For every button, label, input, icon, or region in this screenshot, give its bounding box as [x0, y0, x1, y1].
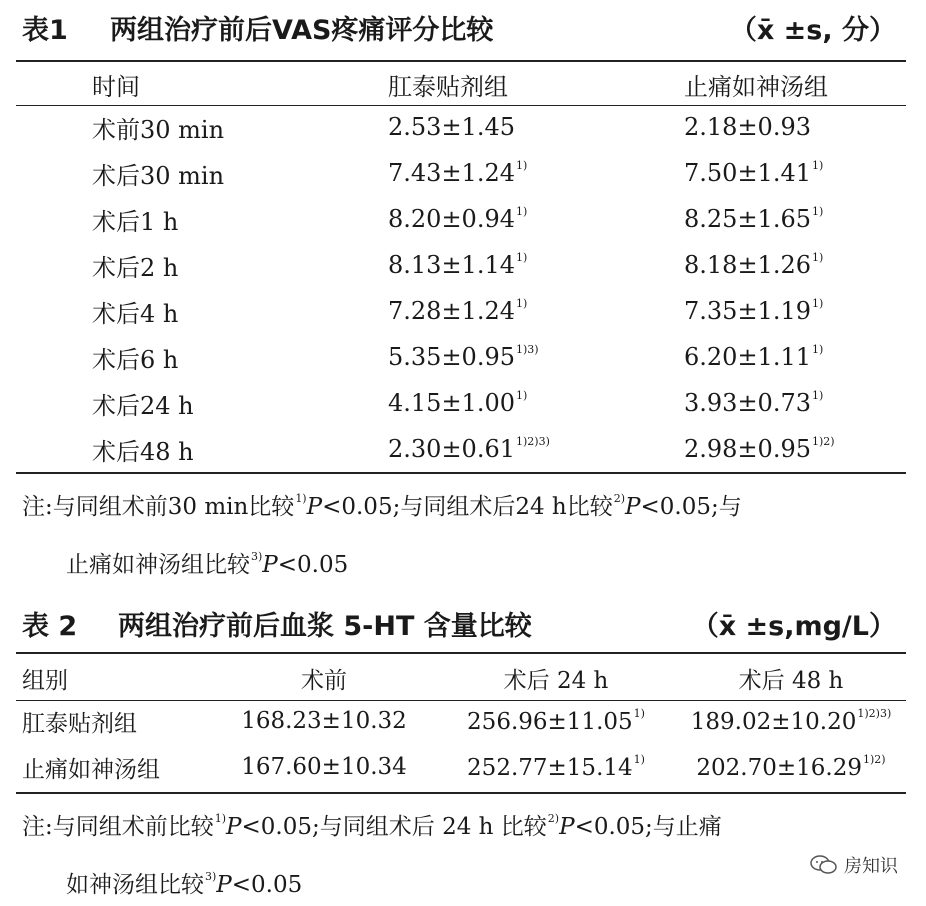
- table1-cell-group-a: [388, 334, 684, 380]
- table2-header-rule: [16, 700, 906, 701]
- table1-note-p: P: [262, 552, 278, 578]
- table1-cell-time: [92, 150, 388, 196]
- table2-header-row: [22, 658, 906, 698]
- table1-number: 表1: [22, 15, 68, 46]
- table1-cell-group-a-sup: 1): [515, 389, 528, 402]
- table1-cell-group-b-sup: 1): [811, 343, 824, 356]
- table1-note-text: 注:与同组术前30 min比较: [22, 494, 295, 520]
- watermark-text: 房知识: [844, 856, 898, 877]
- table1-cell-group-b: [684, 334, 914, 380]
- table1-cell-group-a-value: 7.28±1.24: [388, 297, 515, 325]
- table2-header-24h: 术后 24 h: [503, 667, 609, 694]
- table1-note-text: 止痛如神汤组比较: [66, 552, 250, 578]
- table1-cell-time-value: 术前30 min: [92, 115, 225, 144]
- table2-cell-48h: [676, 698, 906, 744]
- table2-cell-group-value: 肛泰贴剂组: [22, 710, 137, 737]
- table1-cell-group-a-sup: 1)2)3): [515, 435, 550, 448]
- table1-header-rule: [16, 105, 906, 106]
- table1-cell-group-a-value: 2.30±0.61: [388, 435, 515, 463]
- table1-cell-time: [92, 380, 388, 426]
- table2-unit: （x̄ ±s,mg/L）: [691, 611, 896, 642]
- table1-cell-group-b-value: 2.98±0.95: [684, 435, 811, 463]
- table1-bottom-rule: [16, 472, 906, 474]
- table1-cell-group-a-value: 2.53±1.45: [388, 113, 515, 141]
- table1-cell-group-b-value: 8.18±1.26: [684, 251, 811, 279]
- table2: [22, 658, 906, 790]
- table2-header-group: 组别: [22, 667, 68, 694]
- table1-row: [92, 242, 914, 288]
- table1-cell-group-b: [684, 380, 914, 426]
- table2-cell-24h: [436, 698, 676, 744]
- table1: [92, 64, 914, 472]
- table1-unit: （x̄ ±s, 分）: [729, 15, 896, 46]
- table2-header-48h: 术后 48 h: [738, 667, 844, 694]
- table1-note-line2: [66, 546, 348, 579]
- table1-cell-group-a-value: 8.20±0.94: [388, 205, 515, 233]
- table1-cell-group-b-sup: 1): [811, 251, 824, 264]
- table2-cell-24h: [436, 744, 676, 790]
- table2-cell-48h: [676, 744, 906, 790]
- table2-note-p: P: [216, 872, 232, 898]
- table1-cell-time-value: 术后6 h: [92, 345, 179, 374]
- table1-cell-group-a-sup: 1)3): [515, 343, 539, 356]
- table1-note-sup: 1): [295, 492, 307, 505]
- table2-note-text: <0.05: [231, 872, 303, 898]
- table2-cell-pre-value: 167.60±10.34: [241, 754, 407, 780]
- table1-cell-group-a-sup: 1): [515, 251, 528, 264]
- table1-note-sup: 2): [613, 492, 626, 505]
- table2-cell-24h-sup: 1): [633, 753, 645, 766]
- table1-cell-time-value: 术后4 h: [92, 299, 179, 328]
- table1-cell-time: [92, 196, 388, 242]
- table2-cell-pre: [212, 698, 436, 744]
- table1-title-row: [22, 8, 896, 48]
- table2-cell-48h-value: 202.70±16.29: [696, 755, 862, 781]
- table1-cell-time: [92, 242, 388, 288]
- table2-note-sup: 2): [547, 812, 560, 825]
- table2-note-text: <0.05;与止痛: [574, 814, 722, 840]
- table2-note-text: <0.05;与同组术后 24 h 比较: [241, 814, 547, 840]
- table1-cell-group-a: [388, 104, 684, 150]
- table1-cell-group-b-value: 7.50±1.41: [684, 159, 811, 187]
- table1-cell-group-a: [388, 196, 684, 242]
- table2-note-sup: 1): [214, 812, 227, 825]
- table1-cell-time: [92, 426, 388, 472]
- table2-cell-48h-sup: 1)2)3): [857, 707, 892, 720]
- table2-cell-48h-value: 189.02±10.20: [690, 709, 857, 735]
- table1-cell-group-a: [388, 150, 684, 196]
- table1-header-group-b: 止痛如神汤组: [684, 72, 828, 101]
- table2-title-row: [22, 604, 896, 644]
- table1-cell-time: [92, 288, 388, 334]
- table1-note-text: <0.05: [277, 552, 349, 578]
- table1-cell-time-value: 术后24 h: [92, 391, 194, 420]
- table1-title: 两组治疗前后VAS疼痛评分比较: [110, 15, 494, 46]
- table1-note-text: <0.05;与同组术后24 h比较: [322, 494, 613, 520]
- table1-cell-group-b: [684, 104, 914, 150]
- table1-row: [92, 196, 914, 242]
- table1-cell-time: [92, 334, 388, 380]
- table1-cell-group-b-sup: 1): [811, 389, 824, 402]
- table1-header-row: [92, 64, 914, 104]
- table2-note-p: P: [559, 814, 575, 840]
- table1-cell-group-b-sup: 1): [811, 159, 824, 172]
- table1-note-text: <0.05;与: [640, 494, 742, 520]
- table1-cell-group-b-sup: 1)2): [811, 435, 835, 448]
- table1-cell-group-a-value: 7.43±1.24: [388, 159, 515, 187]
- table1-row: [92, 426, 914, 472]
- table1-cell-group-a-sup: 1): [515, 297, 528, 310]
- table1-cell-group-a: [388, 288, 684, 334]
- table1-cell-group-b: [684, 242, 914, 288]
- table1-cell-time-value: 术后2 h: [92, 253, 179, 282]
- table1-cell-group-a-sup: 1): [515, 205, 528, 218]
- table1-row: [92, 104, 914, 150]
- table2-cell-group-value: 止痛如神汤组: [22, 756, 160, 783]
- table1-note-sup: 3): [251, 550, 263, 563]
- table2-cell-24h-value: 252.77±15.14: [467, 755, 633, 781]
- table1-cell-group-a: [388, 242, 684, 288]
- table2-cell-24h-value: 256.96±11.05: [467, 709, 633, 735]
- table1-cell-group-b: [684, 288, 914, 334]
- table1-cell-group-a-value: 5.35±0.95: [388, 343, 515, 371]
- table1-cell-group-b: [684, 150, 914, 196]
- table1-header-group-a: 肛泰贴剂组: [388, 72, 508, 101]
- table2-cell-48h-sup: 1)2): [863, 753, 886, 766]
- table1-cell-group-a: [388, 380, 684, 426]
- table1-cell-group-a-value: 4.15±1.00: [388, 389, 515, 417]
- table2-note-line2: [66, 866, 302, 899]
- table1-cell-group-b-value: 7.35±1.19: [684, 297, 811, 325]
- table2-top-rule: [16, 652, 906, 654]
- table1-cell-group-b: [684, 426, 914, 472]
- table2-number: 表 2: [22, 611, 78, 642]
- table2-cell-pre: [212, 744, 436, 790]
- table2-bottom-rule: [16, 792, 906, 794]
- table1-row: [92, 380, 914, 426]
- table1-cell-group-b-value: 6.20±1.11: [684, 343, 811, 371]
- table2-cell-24h-sup: 1): [633, 707, 645, 720]
- table2-title: 两组治疗前后血浆 5-HT 含量比较: [118, 611, 532, 642]
- table1-cell-time: [92, 104, 388, 150]
- table2-row: [22, 744, 906, 790]
- table2-note-line1: [22, 808, 722, 841]
- table2-note-p: P: [226, 814, 242, 840]
- table2-cell-group: [22, 744, 212, 790]
- table1-cell-group-b: [684, 196, 914, 242]
- table1-cell-group-a-sup: 1): [515, 159, 528, 172]
- table1-note-line1: [22, 488, 742, 521]
- table1-row: [92, 288, 914, 334]
- wechat-icon: [810, 855, 838, 875]
- table1-top-rule: [16, 60, 906, 62]
- table2-note-sup: 3): [205, 870, 217, 883]
- table1-cell-group-b-value: 2.18±0.93: [684, 113, 811, 141]
- table1-cell-group-b-sup: 1): [811, 205, 824, 218]
- table1-cell-group-b-sup: 1): [811, 297, 824, 310]
- table1-cell-group-b-value: 3.93±0.73: [684, 389, 811, 417]
- table1-row: [92, 150, 914, 196]
- table2-cell-pre-value: 168.23±10.32: [241, 708, 407, 734]
- table2-row: [22, 698, 906, 744]
- table2-note-text: 如神汤组比较: [66, 872, 204, 898]
- table1-note-p: P: [625, 494, 641, 520]
- table1-cell-time-value: 术后1 h: [92, 207, 179, 236]
- table1-cell-group-a-value: 8.13±1.14: [388, 251, 515, 279]
- table1-cell-time-value: 术后30 min: [92, 161, 225, 190]
- table1-note-p: P: [306, 494, 323, 520]
- watermark: [810, 852, 898, 878]
- table1-cell-group-a: [388, 426, 684, 472]
- table1-header-time: 时间: [92, 72, 140, 101]
- table2-note-text: 注:与同组术前比较: [22, 814, 214, 840]
- table2-cell-group: [22, 698, 212, 744]
- table1-cell-group-b-value: 8.25±1.65: [684, 205, 811, 233]
- table1-row: [92, 334, 914, 380]
- table2-header-pre: 术前: [301, 667, 347, 694]
- table1-cell-time-value: 术后48 h: [92, 437, 194, 466]
